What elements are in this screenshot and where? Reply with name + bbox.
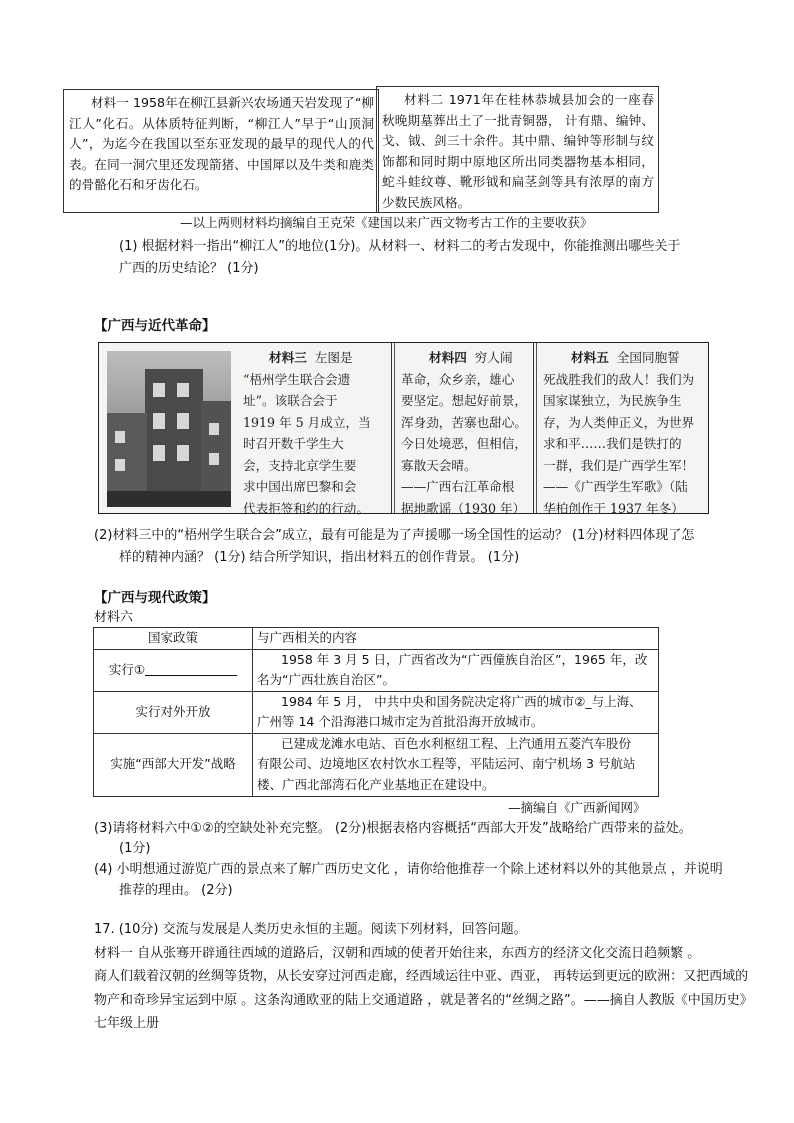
material-5-line: 存，为人类伸正义，为世界 [543, 414, 695, 430]
material-3-line: 1919 年 5 月成立，当 [243, 414, 371, 430]
material-3-line: 求中国出席巴黎和会 [243, 479, 357, 494]
table-row [94, 691, 659, 733]
material-3-line: 左图是 [314, 350, 353, 365]
material-3-line: 代表拒签和约的行动。 [243, 500, 369, 516]
content-line: 楼、广西北部湾石化产业基地正在建设中。 [257, 776, 495, 792]
question-17-para-line: 商人们载着汉朝的丝绸等货物，从长安穿过河西走廊，经西域运往中亚、西亚， 再转运到更远的欧洲：又把西域的 [94, 969, 749, 984]
material-1-text: 材料一 1958年在柳江县新兴农场通天岩发现了“柳江人”化石。从体质特征判断，“柳江人”早于“山顶洞人”，为迄今在我国以至东亚发现的最早的现代人的代表。在同一洞穴里还发现箭猪、中国犀以及牛类和鹿类的骨骼化石和牙齿化石。 [69, 95, 374, 192]
table-row [94, 649, 659, 691]
section-heading-revolution: 【广西与近代革命】 [94, 318, 216, 334]
table-cell-policy: 实施“西部大开发”战略 [94, 733, 253, 796]
question-3-line1: (3)请将材料六中①②的空缺处补充完整。 (2分)根据表格内容概括“西部大开发”战略给广西带来的益处。 [94, 821, 692, 836]
material-3-text [237, 343, 389, 516]
content-line: 名为“广西壮族自治区”。 [257, 672, 395, 687]
material-5-line: 死战胜我们的敌人！我们为 [543, 371, 695, 387]
table-cell-policy: 实行对外开放 [94, 691, 253, 733]
answer-blank-1[interactable] [145, 661, 237, 676]
table-cell-content [253, 733, 659, 796]
table-cell-content [253, 691, 659, 733]
material-2-box [376, 86, 659, 213]
question-4-line2: 推荐的理由。 (2分) [119, 883, 233, 898]
material-1-box [63, 89, 379, 213]
table-header-policy: 国家政策 [94, 628, 253, 650]
material-4-line: 革命，众乡亲，雄心 [401, 371, 515, 387]
material-4-line: 穷人闹 [474, 350, 513, 365]
policy-label: 实行① [108, 661, 146, 677]
material-5-line: 一群，我们是广西学生军！ [543, 457, 695, 473]
question-17-para-line: 物产和奇珍异宝运到中原 。这条沟通欧亚的陆上交通道路 ，就是著名的“丝绸之路”。——摘自人教版《中国历史》 [94, 993, 753, 1008]
material-5-line: 全国同胞誓 [616, 350, 680, 365]
material-5-line: 华柏创作于 1937 年冬） [543, 500, 684, 516]
table-cell-policy [94, 649, 253, 691]
question-2-line2: 样的精神内涵？ (1分) 结合所学知识，指出材料五的创作背景。 (1分) [119, 550, 520, 565]
policy-table [93, 627, 659, 797]
material-6-label: 材料六 [94, 610, 134, 625]
table-cell-content [253, 649, 659, 691]
material-4-line: 要坚定。想起好前景， [401, 393, 527, 408]
material-4-line: 今日处境恶，但相信， [401, 436, 527, 451]
material-3-line: “梧州学生联合会遗 [243, 371, 351, 387]
material-5-line: 求和平……我们是铁打的 [543, 436, 682, 451]
material-4-text [395, 343, 533, 516]
question-1-line2: 广西的历史结论？ (1分) [119, 261, 259, 276]
material-3-line: 址”。该联合会于 [243, 393, 338, 408]
material-2-text: 材料二 1971年在桂林恭城县加会的一座春秋晚期墓葬出土了一批青铜器， 计有鼎、编钟、戈、钺、剑三十余件。其中鼎、编钟等形制与纹饰都和同时期中原地区所出同类器物基本相同， 蛇斗蛙纹尊、靴形钺和扁茎剑等具有浓厚的南方少数民族风格。 [382, 92, 654, 210]
material-5-line: 国家谋独立，为民族争生 [543, 393, 682, 408]
section-heading-policy: 【广西与现代政策】 [94, 590, 216, 606]
question-1-line1: (1) 根据材料一指出“柳江人”的地位(1分)。从材料一、材料二的考古发现中，你能推测出哪些关于 [119, 239, 681, 254]
question-2-line1: (2)材料三中的“梧州学生联合会”成立，最有可能是为了声援哪一场全国性的运动？ (1分)材料四体现了怎 [94, 528, 695, 543]
content-line: 有限公司、边境地区农村饮水工程等，平陆运河、南宁机场 3 号航站 [257, 756, 636, 772]
material-5-line: ——《广西学生军歌》（陆 [543, 479, 688, 494]
material-3-title: 材料三 [269, 350, 307, 365]
question-17-para-line: 七年级上册 [94, 1016, 160, 1031]
revolution-materials-scan [98, 342, 709, 514]
materials-source: —以上两则材料均摘编自王克荣《建国以来广西文物考古工作的主要收获》 [180, 215, 593, 230]
content-line: 已建成龙滩水电站、百色水利枢纽工程、上汽通用五菱汽车股份 [281, 735, 632, 751]
school-building-photo [107, 351, 231, 507]
question-3-line2: (1分) [119, 841, 151, 856]
content-line: 1984 年 5 月， 中共中央和国务院决定将广西的城市②_与上海、 [281, 693, 642, 709]
material-4-title: 材料四 [429, 350, 467, 365]
material-4-line: 浑身劲，苦寨也甜心。 [401, 414, 527, 430]
question-17-para-line: 材料一 自从张骞开辟通往西域的道路后，汉朝和西域的使者开始往来，东西方的经济文化交流日趋频繁 。 [94, 946, 701, 961]
question-17-heading: 17. (10分) 交流与发展是人类历史永恒的主题。阅读下列材料，回答问题。 [94, 922, 527, 937]
material-4-line: ——广西右江革命根 [401, 479, 515, 494]
content-line: 广州等 14 个沿海港口城市定为首批沿海开放城市。 [257, 714, 544, 729]
content-line: 1958 年 3 月 5 日，广西省改为“广西僮族自治区”，1965 年，改 [281, 651, 648, 667]
question-4-line1: (4) 小明想通过游览广西的景点来了解广西历史文化 ，请你给他推荐一个除上述材料以外的其他景点 ，并说明 [94, 862, 723, 877]
policy-source: —摘编自《广西新闻网》 [508, 800, 646, 815]
table-header-content: 与广西相关的内容 [253, 628, 659, 650]
table-row [94, 733, 659, 796]
material-4-line: 据地歌谣（1930 年） [401, 500, 526, 516]
material-5-title: 材料五 [571, 350, 609, 365]
material-4-line: 寡散天会晴。 [401, 457, 477, 473]
material-3-line: 时召开数千学生大 [243, 436, 344, 451]
material-3-line: 会，支持北京学生要 [243, 457, 357, 473]
material-5-text [537, 343, 709, 516]
